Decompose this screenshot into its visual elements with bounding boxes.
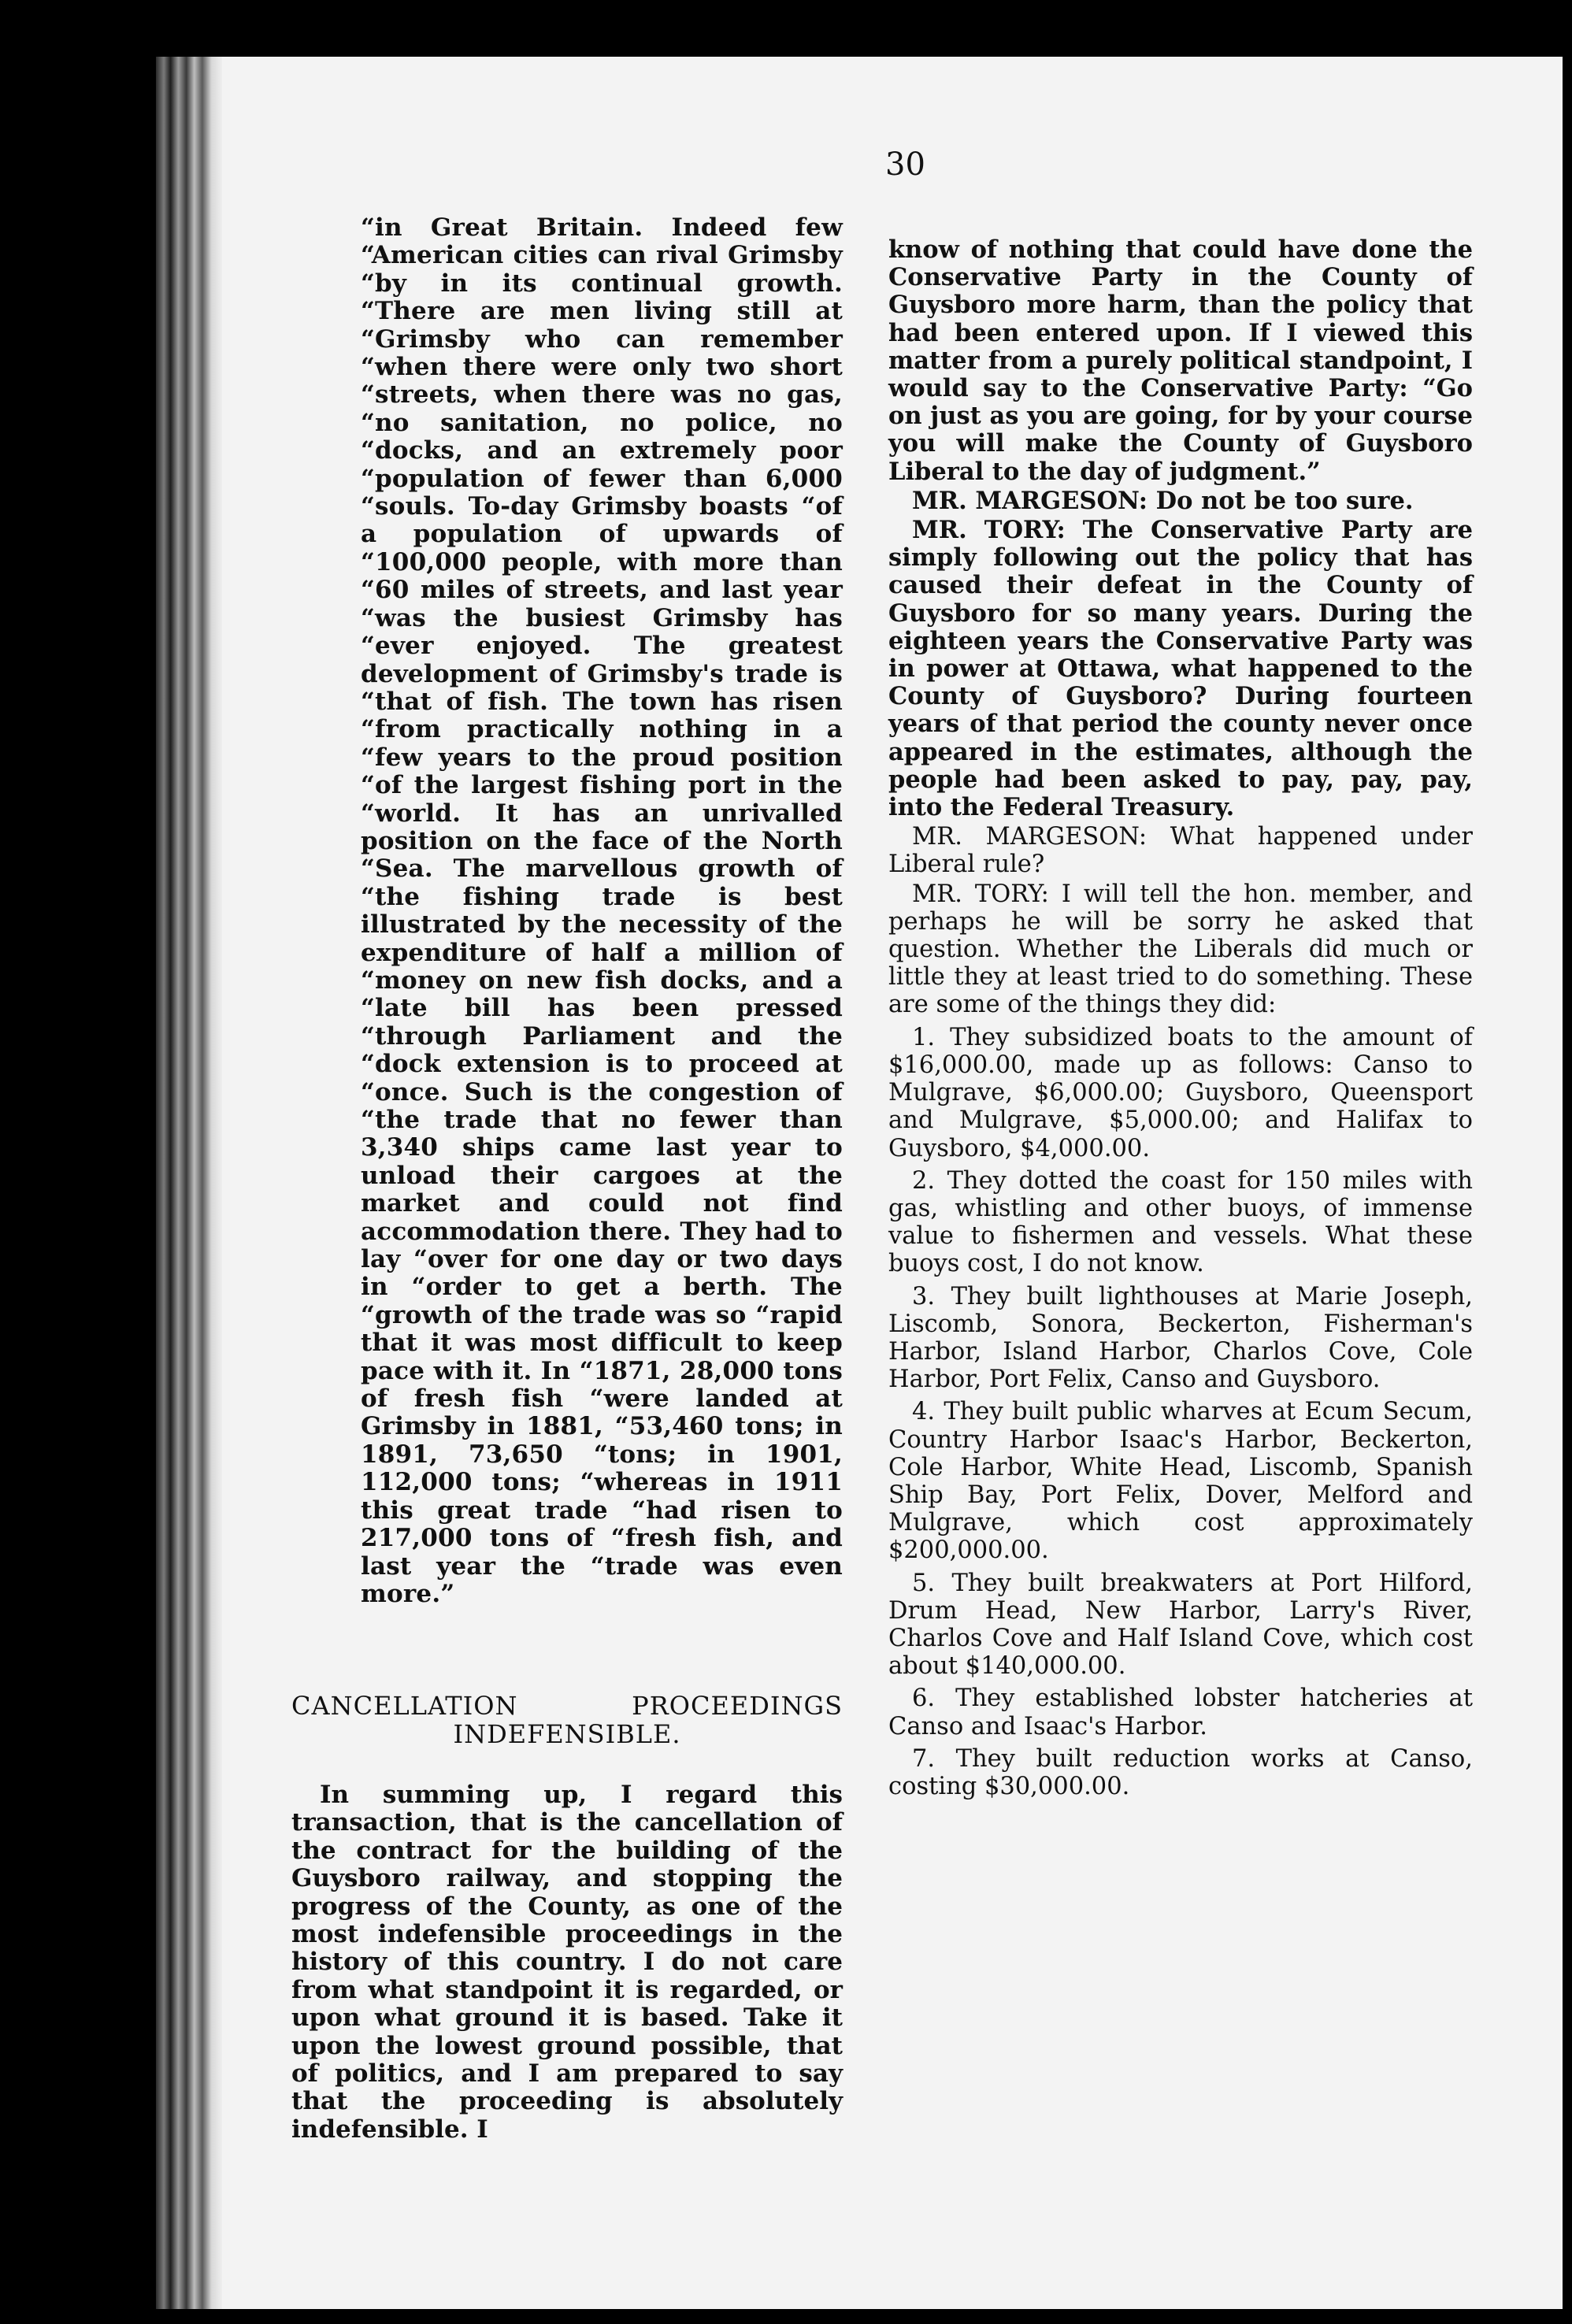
summing-up-paragraph: In summing up, I regard this transaction, that is the cancellation of the contract for the building of the Guysboro railway, and stopping the progress of the County, as one of the most indefensible proceedings in the history of this country. I do not care from what standpoint it is regarded, or upon what ground it is based. Take it upon the lowest ground possible, that of politics, and I am prepared to say that the proceeding is absolutely indefensible. I — [291, 1781, 843, 2144]
list-item: 6. They established lobster hatcheries at Canso and Isaac's Harbor. — [888, 1685, 1473, 1740]
list-item: 1. They subsidized boats to the amount of $16,000.00, made up as follows: Canso to Mulgrave, $6,000.00; Guysboro, Queensport and Mulgrave, $5,000.00; and Halifax to Guysboro, $4,000.00. — [888, 1023, 1473, 1162]
heading-word-2: PROCEEDINGS — [632, 1691, 843, 1721]
heading-line-2: INDEFENSIBLE. — [453, 1719, 681, 1749]
page-binding-edge — [156, 57, 222, 2309]
grimsby-quote: “in Great Britain. Indeed few “American cities can rival Grimsby “by in its continual growth. “There are men living still at “Grimsby who can remember “when there were only two short “streets, when there was no gas, “no sanitation, no police, no “docks, and an extremely poor “population of fewer than 6,000 “souls. To-day Grimsby boasts “of a population of upwards of “100,000 people, with more than “60 miles of streets, and last year “was the busiest Grimsby has “ever enjoyed. The greatest development of Grimsby's trade is “that of fish. The town has risen “from practically nothing in a “few years to the proud position “of the largest fishing port in the “world. It has an unrivalled position on the face of the North “Sea. The marvellous growth of “the fishing trade is best illustrated by the necessity of the expenditure of half a million of “money on new fish docks, and a “late bill has been pressed “through Parliament and the “dock extension is to proceed at “once. Such is the congestion of “the trade that no fewer than 3,340 ships came last year to unload their cargoes at the market and could not find accommodation there. They had to lay “over for one day or two days in “order to get a berth. The “growth of the trade was so “rapid that it was most difficult to keep pace with it. In “1871, 28,000 tons of fresh fish “were landed at Grimsby in 1881, “53,460 tons; in 1891, 73,650 “tons; in 1901, 112,000 tons; “whereas in 1911 this great trade “had risen to 217,000 tons of “fresh fish, and last year the “trade was even more.” — [361, 213, 843, 1608]
list-item: 2. They dotted the coast for 150 miles with gas, whistling and other buoys, of immense value to fishermen and vessels. What these buoys cost, I do not know. — [888, 1166, 1473, 1278]
section-heading — [291, 1692, 843, 1748]
paragraph: MR. TORY: The Conservative Party are simply following out the policy that has caused their defeat in the County of Guysboro for so many years. During the eighteen years the Conservative Party was in power at Ottawa, what happened to the County of Guysboro? During fourteen years of that period the county never once appeared in the estimates, although the people had been asked to pay, pay, pay, into the Federal Treasury. — [888, 516, 1473, 822]
list-item: 3. They built lighthouses at Marie Joseph, Liscomb, Sonora, Beckerton, Fisherman's Harbor, Island Harbor, Charlos Cove, Cole Harbor, Port Felix, Canso and Guysboro. — [888, 1282, 1473, 1394]
list-item: 7. They built reduction works at Canso, costing $30,000.00. — [888, 1744, 1473, 1800]
list-item: 4. They built public wharves at Ecum Secum, Country Harbor Isaac's Harbor, Beckerton, Cole Harbor, White Head, Liscomb, Spanish Ship Bay, Port Felix, Dover, Melford and Mulgrave, which cost approximately $200,000.00. — [888, 1398, 1473, 1565]
page-number: 30 — [885, 146, 925, 183]
list-item: 5. They built breakwaters at Port Hilford, Drum Head, New Harbor, Larry's River, Charlos Cove and Half Island Cove, which cost about $140,000.00. — [888, 1569, 1473, 1681]
paragraph: know of nothing that could have done the Conservative Party in the County of Guysboro more harm, than the policy that had been entered upon. If I viewed this matter from a purely political standpoint, I would say to the Conservative Party: “Go on just as you are going, for by your course you will make the County of Guysboro Liberal to the day of judgment.” — [888, 235, 1473, 486]
right-column — [888, 236, 1473, 1802]
paragraph: MR. MARGESON: What happened under Liberal rule? — [888, 823, 1473, 879]
left-column — [361, 214, 843, 1608]
heading-word-1: CANCELLATION — [291, 1691, 518, 1721]
paragraph: MR. TORY: I will tell the hon. member, and perhaps he will be sorry he asked that question. Whether the Liberals did much or little they at least tried to do something. These are some of the things they did: — [888, 880, 1473, 1019]
paragraph: MR. MARGESON: Do not be too sure. — [912, 486, 1414, 515]
